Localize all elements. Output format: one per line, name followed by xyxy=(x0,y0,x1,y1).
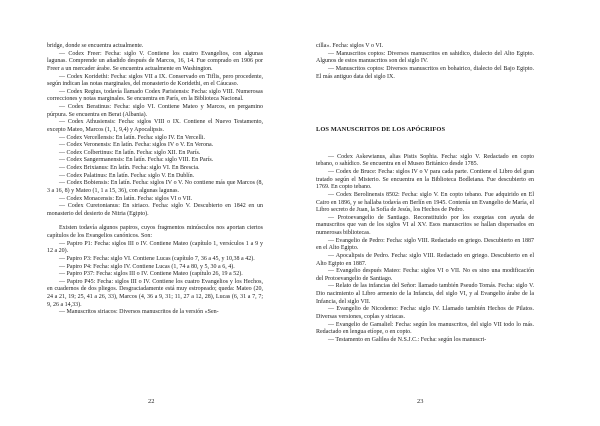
paragraph: — Codex Berolinensis 8502: Fecha: siglo V. En copto tebano. Fue adquirido en El Cairo en 1896, y se hallaba todavía en Berlín en 1945. Contenía un Evangelio de María, el Libro secreto de Juan, la Sofía de Jesús, los Hechos de Pedro. xyxy=(316,191,534,214)
paragraph: — Manuscritos coptos: Diversos manuscritos en bohairico, dialecto del Bajo Egipto. El más antiguo data del siglo IX. xyxy=(316,65,534,80)
paragraph: — Codex Curetonianus: En siriaco. Fecha: siglo V. Descubierto en 1842 en un monasterio del desierto de Nitria (Egipto). xyxy=(47,203,263,217)
paragraph: — Codex Sangermanensis: En latín. Fecha: siglo VIII. En París. xyxy=(59,157,214,164)
paragraph: — Codex Veronensis: En latín. Fecha: siglos IV o V. En Verona. xyxy=(59,142,214,149)
paragraph: — Protoevangelio de Santiago. Reconstituido por los exegetas con ayuda de manuscritos que van de los siglos VI al XV. Esos manuscritos se hallan dispersados en numerosas bibliotecas. xyxy=(316,214,534,236)
paragraph: — Papiro P4: Fecha: siglo IV. Contiene Lucas (1, 74 a 80, y 5, 30 a 6, 4). xyxy=(59,263,235,270)
paragraph: bridge, donde se encuentra actualmente. xyxy=(47,43,144,49)
paragraph: — Papiro P45: Fecha: siglos III o IV. Contiene los cuatro Evangelios y los Hechos, en cuadernos de dos pliegos. Desgraciadamente está muy estropeado; queda: Mateo (20, 24 a 21, 19; 25, 41 a 26, 33), Marcos (4, 36 a 9, 31; 11, 27 a 12, 28), Lucas (6, 31 a 7, 7; 9, 26 a 14,33). xyxy=(47,278,263,308)
paragraph: — Papiro P3: Fecha: siglo VI. Contiene Lucas (capítulo 7, 36 a 45, y 10,38 a 42). xyxy=(59,255,255,262)
paragraph: — Codex de Bruce: Fecha: siglos IV o V para cada parte. Contiene el Libro del gran tratado según el Misterio. Se encuentra en la Biblioteca Bodleiana. Fue descubierto en 1769. En copto tebano. xyxy=(316,169,534,191)
paragraph: — Codex Regius, todavía llamado Codex Parisiensis: Fecha: siglo VIII. Numerosas correcciones y notas marginales. Se encuentra en París, en la Biblioteca Nacional. xyxy=(47,88,263,103)
paragraph: — Apocalipsis de Pedro. Fecha: siglo VIII. Redactado en griego. Descubierto en el Alto Egipto en 1887. xyxy=(316,252,534,267)
paragraph: — Papiro P1: Fecha: siglos III o IV. Contiene Mateo (capítulo 1, versículos 1 a 9 y 12 a 20). xyxy=(47,240,263,255)
paragraph: — Codex Brixianus: En latín. Fecha: siglo VI. En Brescia. xyxy=(59,165,200,171)
paragraph: — Codex Monacensis: En latín. Fecha: siglos VI o VII. xyxy=(59,195,193,202)
paragraph: — Codex Freer: Fecha: siglo V. Contiene los cuatro Evangelios, con algunas lagunas. Comprende un añadido después de Marcos, 16, 14. Fue comprado en 1906 por Freer a un mercader árabe. Se encuentra actualmente en Washington. xyxy=(47,50,263,72)
paragraph: Existen todavía algunos papiros, cuyos fragmentos minúsculos nos aportan ciertos capítulos de los Evangelios canónicos. Son: xyxy=(47,225,263,239)
paragraph: — Evangelio de Nicodemo: Fecha: siglo IV. Llamado también Hechos de Pilatos. Diversas versiones, coplas y siriacas. xyxy=(316,306,534,320)
paragraph: — Manuscritos coptos: Diversos manuscritos en sahidico, dialecto del Alto Egipto. Algunos de estos manuscritos son del siglo IV. xyxy=(316,50,534,65)
paragraph: — Codex Palatinus: En latín. Fecha: siglo V. En Dublín. xyxy=(59,172,195,179)
paragraph: — Evangelio de Gamaliel: Fecha: según los manuscritos, del siglo VII todo lo más. Redactado en lengua etíope, o en copto. xyxy=(316,321,534,336)
section-heading: LOS MANUSCRITOS DE LOS APÓCRIFOS xyxy=(316,126,446,134)
left-page-text xyxy=(47,43,263,317)
paragraph: — Testamento en Galilea de N.S.J.C.: Fecha: según los manuscri- xyxy=(328,336,487,343)
paragraph: — Evangelio después Mateo: Fecha: siglos VI o VII. No es sino una modificación del Protoevangelio de Santiago. xyxy=(316,268,534,282)
right-page xyxy=(300,0,600,426)
paragraph: — Manuscritos siriacos: Diversos manuscritos de la versión «Sen- xyxy=(59,309,219,316)
page-number: 22 xyxy=(148,398,155,405)
paragraph: — Codex Vercellensis: En latín. Fecha: siglo IV. En Vercelli. xyxy=(59,134,205,141)
right-page-text xyxy=(316,43,534,344)
paragraph: — Codex Koridethi: Fecha: siglos VII a IX. Conservado en Tiflis, pero procedente, según indican las notas marginales, del monasterio de Koridethi, en el Cáucaso. xyxy=(47,73,263,88)
paragraph: — Codex Askewianus, alias Pistis Sophia. Fecha: siglo V. Redactado en copto tebano, o sahídico. Se encuentra en el Museo Británico desde 1785. xyxy=(316,153,534,168)
paragraph: — Codex Colbertinus: En latín. Fecha: siglo XII. En París. xyxy=(59,149,201,156)
paragraph: — Codex Bobiensis: En latín. Fecha: siglos IV o V. No contiene más que Marcos (8, 3 a 16, 8) y Mateo (1, 1 a 15, 36), con algunas lagunas. xyxy=(47,180,263,194)
paragraph: cilla». Fecha: siglos V o VI. xyxy=(316,43,384,49)
paragraph: — Evangelio de Pedro: Fecha: siglo VIII. Redactado en griego. Descubierto en 1887 en el Alto Egipto. xyxy=(316,237,534,252)
paragraph: — Relato de las infancias del Señor: llamado también Pseudo Tomás. Fecha: siglo V. Dio nacimiento al Libro armenio de la Infancia, del siglo VI, y al Evangelio árabe de la Infancia, del siglo VII. xyxy=(316,283,534,305)
paragraph: — Codex Beratinus: Fecha: siglo VI. Contiene Mateo y Marcos, en pergamino púrpura. Se encuentra en Berat (Albania). xyxy=(47,104,263,118)
page-number: 23 xyxy=(417,398,424,405)
paragraph: — Papiro P37: Fecha: siglos III o IV. Contiene Mateo (capítulo 26, 19 a 52). xyxy=(59,271,243,278)
paragraph: — Codex Athusiensis: Fecha: siglos VIII o IX. Contiene el Nuevo Testamento, excepto Mateo, Marcos (1, 1, 9,4) y Apocalipsis. xyxy=(47,119,263,133)
